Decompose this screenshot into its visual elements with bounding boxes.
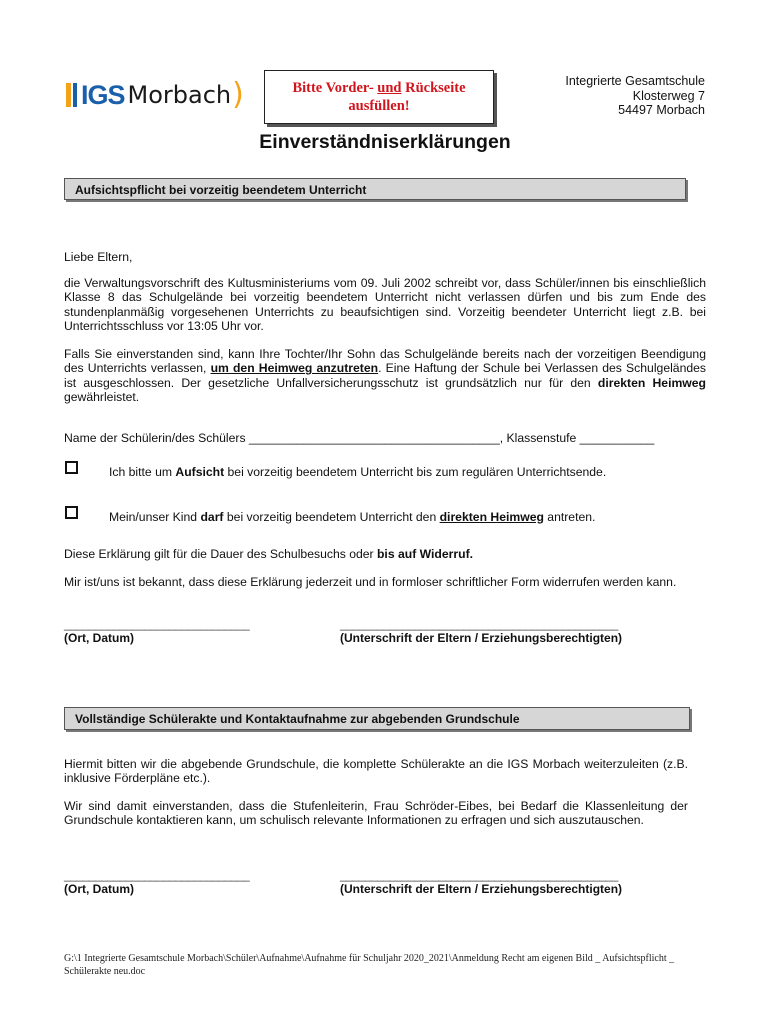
option2-text-a: Mein/unser Kind <box>109 510 201 524</box>
place-date-line-1[interactable]: ______________________________ <box>64 617 250 631</box>
salutation: Liebe Eltern, <box>64 250 133 264</box>
option1-text-a: Ich bitte um <box>109 465 176 479</box>
paragraph-student-file: Hiermit bitten wir die abgebende Grundschule, die komplette Schülerakte an die IGS Morbach weiterzuleiten (z.B. inklusive Förderpläne etc.). <box>64 757 688 786</box>
option1-text-c: bei vorzeitig beendetem Unterricht bis zum regulären Unterrichtsende. <box>224 465 607 479</box>
consent-text-e: gewährleistet. <box>64 389 140 404</box>
option-direct-way-label <box>109 510 595 524</box>
notice-text-line2: ausfüllen! <box>348 98 410 114</box>
logo-brand: IGS <box>81 79 125 110</box>
school-address <box>565 74 705 118</box>
notice-text-2: und <box>377 80 402 96</box>
address-line3: 54497 Morbach <box>618 103 705 117</box>
consent-text-a: Falls Sie einverstanden sind, kann Ihre Tochter/Ihr Sohn das Schulgelände bereits nach der vorzeitigen Beendigung des Unterrichts verlassen, <box>64 347 706 376</box>
address-line1: Integrierte Gesamtschule <box>565 74 705 88</box>
section-heading-student-file: Vollständige Schülerakte und Kontaktaufnahme zur abgebenden Grundschule <box>64 707 690 730</box>
validity-text-b: bis auf Widerruf. <box>376 547 474 561</box>
option2-text-b: darf <box>200 510 224 524</box>
consent-text-c: . Eine Haftung der Schule bei Verlassen des Schulgeländes ist ausgeschlossen. Der gesetzliche Unfallversicherungsschutz ist grundsätzlich nur für den <box>64 361 707 390</box>
paragraph-contact: Wir sind damit einverstanden, dass die Stufenleiterin, Frau Schröder-Eibes, bei Bedarf die Klassenleitung der Grundschule kontaktieren kann, um schulisch relevante Informationen zu erfragen und sich auszutauschen. <box>64 799 688 828</box>
checkbox-direct-way-home[interactable] <box>65 506 78 519</box>
logo-bar-blue <box>73 83 77 107</box>
checkbox-supervision[interactable] <box>65 461 78 474</box>
option2-text-c: bei vorzeitig beendetem Unterricht den <box>223 510 440 524</box>
page-title: Einverständniserklärungen <box>259 131 511 153</box>
option-supervision-label <box>109 465 606 479</box>
place-date-label-1: (Ort, Datum) <box>64 631 134 645</box>
signature-line-1[interactable]: _____________________________________________ <box>340 617 618 631</box>
consent-text-b: um den Heimweg anzutreten <box>210 361 379 376</box>
paragraph-regulation: die Verwaltungsvorschrift des Kultusministeriums vom 09. Juli 2002 schreibt vor, dass Schüler/innen bis einschließlich Klasse 8 das Schulgelände bei vorzeitig beendetem Unterricht nicht verlassen dürfen und bis zum Ende des stundenplanmäßig vorgesehenen Unterrichts zu beaufsichtigen sind. Vorzeitig beendeter Unterricht liegt z.B. bei Unterrichtsschluss vor 13:05 Uhr vor. <box>64 276 706 333</box>
logo-place: Morbach <box>127 81 232 109</box>
address-line2: Klosterweg 7 <box>632 88 705 103</box>
place-date-label-2: (Ort, Datum) <box>64 882 134 896</box>
logo-bar-orange <box>66 83 71 107</box>
file-path-footer: G:\1 Integrierte Gesamtschule Morbach\Schüler\Aufnahme\Aufnahme für Schuljahr 2020_2021\Anmeldung Recht am eigenen Bild _ Aufsichtspflicht _ Schülerakte neu.doc <box>64 953 675 977</box>
signature-line-2[interactable]: _____________________________________________ <box>340 868 618 882</box>
option2-text-e: antreten. <box>543 510 596 524</box>
student-name-field[interactable]: Name der Schülerin/des Schülers _____________________________________, Klassenstufe ___________ <box>64 431 655 445</box>
revocation-statement: Mir ist/uns ist bekannt, dass diese Erklärung jederzeit und in formloser schriftlicher Form widerrufen werden kann. <box>64 575 677 589</box>
section-heading-supervision: Aufsichtspflicht bei vorzeitig beendetem Unterricht <box>64 178 686 200</box>
signature-label-1: (Unterschrift der Eltern / Erziehungsberechtigten) <box>340 631 623 645</box>
fill-both-sides-notice <box>264 70 494 124</box>
option1-text-b: Aufsicht <box>175 465 225 479</box>
place-date-line-2[interactable]: ______________________________ <box>64 868 250 882</box>
signature-label-2: (Unterschrift der Eltern / Erziehungsberechtigten) <box>340 882 623 896</box>
validity-statement <box>64 547 706 561</box>
paragraph-consent <box>64 347 706 404</box>
option2-text-d: direkten Heimweg <box>439 510 544 524</box>
validity-text-a: Diese Erklärung gilt für die Dauer des Schulbesuchs oder <box>64 547 377 561</box>
logo-paren-icon: ) <box>232 77 244 112</box>
notice-text-3: Rückseite <box>401 80 466 96</box>
school-logo <box>66 78 244 112</box>
notice-text-1: Bitte Vorder- <box>292 80 378 96</box>
consent-text-d: direkten Heimweg <box>597 375 706 390</box>
